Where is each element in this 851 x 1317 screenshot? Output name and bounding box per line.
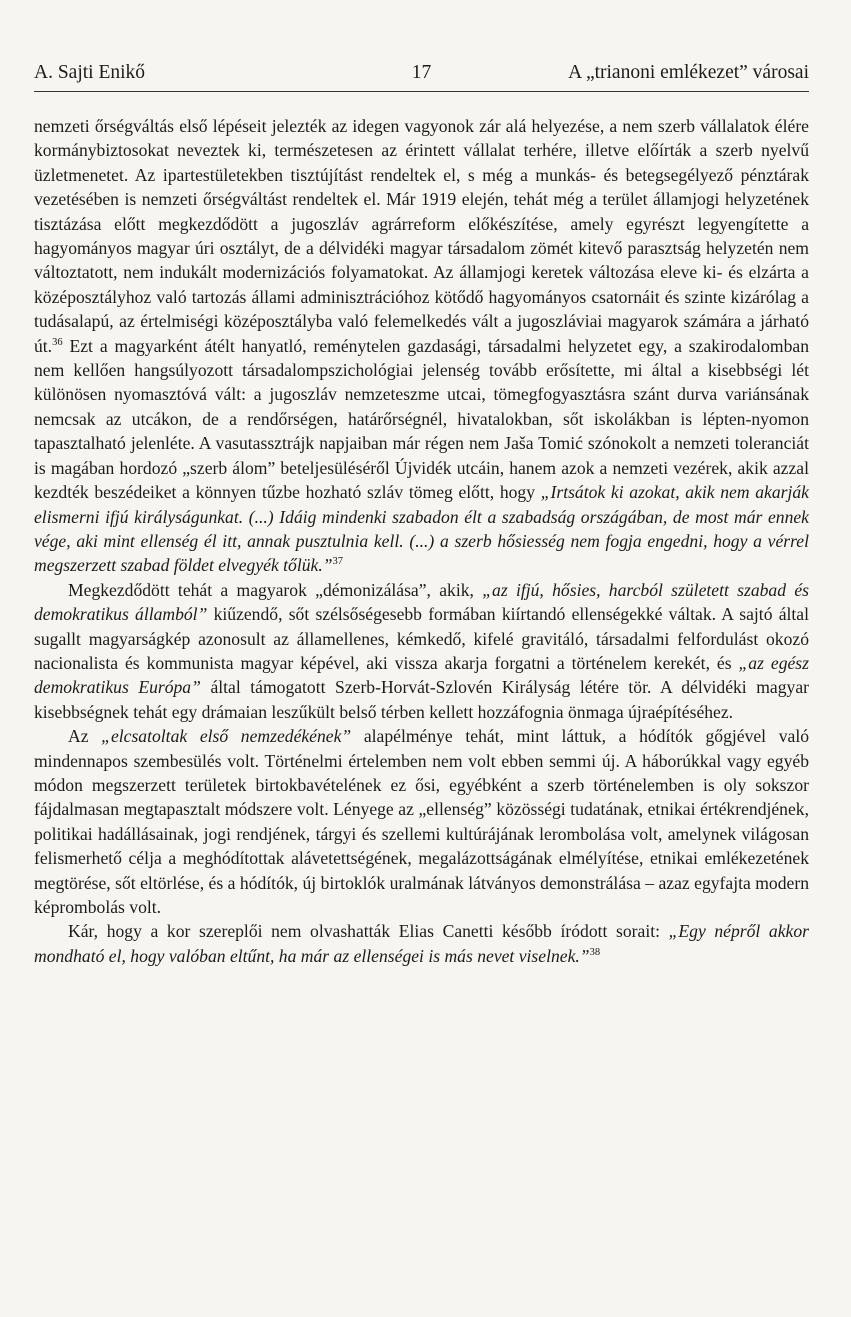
quotation-italic: „elcsatoltak első nemzedékének” — [101, 726, 352, 747]
footnote-ref: 36 — [52, 336, 63, 348]
quotation-italic: „az ifjú, hősies, harcból született szabad és demokratikus államból” — [34, 579, 809, 625]
paragraph — [34, 114, 809, 578]
paragraph — [34, 724, 809, 919]
paragraph — [34, 919, 809, 968]
text-segment: nemzeti őrségváltás első lépéseit jelezték az idegen vagyonok zár alá helyezése, a nem szerb vállalatok élére kormánybiztosokat neveztek ki, természetesen az érintett vállalat terhére, illetve előírták a szerb nyelvű üzletmenetet. Az ipartestületekben tisztújítást rendeltek el, s még a munkás- és betegsegélyező pénztárak vezetésében is nemzeti őrségváltást rendeltek el. Már 1919 elején, tehát még a terület államjogi helyzetének tisztázása előtt megkezdődött a jugoszláv agrárreform előkészítése, amely egyrészt legyengítette a hagyományos magyar úri osztályt, de a délvidéki magyar társadalom zömét kitevő parasztság helyzetén nem változtatott, nem indukált modernizációs folyamatokat. Az államjogi keretek változása eleve ki- és elzárta a középosztályhoz való tartozás állami adminisztrációhoz kötődő hagyományos csatornáit és szinte kizárólag a tudásalapú, az értelmiségi középosztályba való felemelkedés vált a jugoszláviai magyarok számára a járható út. — [34, 116, 809, 356]
quotation-italic: „Egy népről akkor mondható el, hogy valóban eltűnt, ha már az ellenségei is más nevet viselnek.” — [34, 921, 809, 966]
text-segment: által támogatott Szerb-Horvát-Szlovén Királyság létére tör. A délvidéki magyar kisebbségnek tehát egy drámaian leszűkült belső térben kellett hozzáfognia önmaga újraépítéséhez. — [34, 677, 809, 722]
footnote-ref: 38 — [589, 946, 601, 958]
paragraph — [34, 578, 809, 724]
header-title: A „trianoni emlékezet” városai — [568, 62, 809, 83]
quotation-italic: „Irtsátok ki azokat, akik nem akarják elismerni ifjú királyságunkat. (...) Idáig mindenki szabadon élt a szabadság országában, de most már ennek vége, aki mint ellenség él itt, annak pusztulnia kell. (...) a szerb hősiesség nem fogja engedni, hogy a vérrel megszerzett szabad földet elvegyék tőlük.” — [34, 482, 809, 576]
text-segment: Ezt a magyarként átélt hanyatló, reménytelen gazdasági, társadalmi helyzetet egy, a szakirodalomban nem kellően hangsúlyozott társadalompszichológiai jelenség tovább erősítette, mi által a kisebbségi lét különösen nyomasztóvá vált: a jugoszláv nemzeteszme utcai, tömegfogyasztásra szánt durva variánsának nemcsak az utcákon, de a rendőrségen, határőrségnél, hivatalokban, sőt iskolákban is lépten-nyomon tapasztalható jelenléte. A vasutassztrájk napjaiban már régen nem Jaša Tomić szónokolt a nemzeti toleranciát is magában hordozó „szerb álom” beteljesüléséről Újvidék utcáin, hanem azok a nemzeti vezérek, akik azzal kezdték beszédeiket a könnyen tűzbe hozható szláv tömeg előtt, hogy — [34, 335, 809, 503]
header-rule — [34, 91, 809, 92]
page-number: 17 — [411, 62, 432, 83]
text-segment: alapélménye tehát, mint láttuk, a hódítók gőgjével való mindennapos szembesülés volt. Történelmi értelemben nem volt ebben semmi új. A háborúkkal vagy egyéb módon megszerzett területek birtokbavételének ez ősi, egyébként a szerb történelemben is oly sokszor fájdalmasan megtapasztalt módszere volt. Lényege az „ellenség” közösségi tudatának, etnikai értékrendjének, politikai hadállásainak, jogi rendjének, tárgyi és szellemi kultúrájának lerombolása volt, amelynek világosan felismerhető célja a meghódítottak alávetettségének, megalázottságának elmélyítése, etnikai emlékezetének megtörése, sőt eltörlése, és a hódítók, új birtoklók uralmának látványos demonstrálása – azaz egyfajta modern képrombolás volt. — [34, 726, 810, 917]
running-header — [34, 58, 809, 88]
header-author: A. Sajti Enikő — [34, 62, 146, 83]
footnote-ref: 37 — [332, 556, 344, 568]
text-segment: kiűzendő, sőt szélsőségesebb formában kiírtandó ellenségekké váltak. A sajtó által sugallt magyarságkép azonosult az államellenes, kémkedő, kifelé gravitáló, társadalmi felfordulást okozó nacionalista és kommunista magyar képével, aki vissza akarja forgatni a történelem kerekét, és — [34, 604, 809, 673]
body-text — [34, 114, 809, 968]
text-segment: Megkezdődött tehát a magyarok „démonizálása”, akik, — [68, 579, 483, 600]
text-segment: Kár, hogy a kor szereplői nem olvashatták Elias Canetti később íródott sorait: — [68, 921, 669, 942]
quotation-italic: „az egész demokratikus Európa” — [34, 652, 809, 698]
text-segment: Az — [68, 726, 102, 747]
